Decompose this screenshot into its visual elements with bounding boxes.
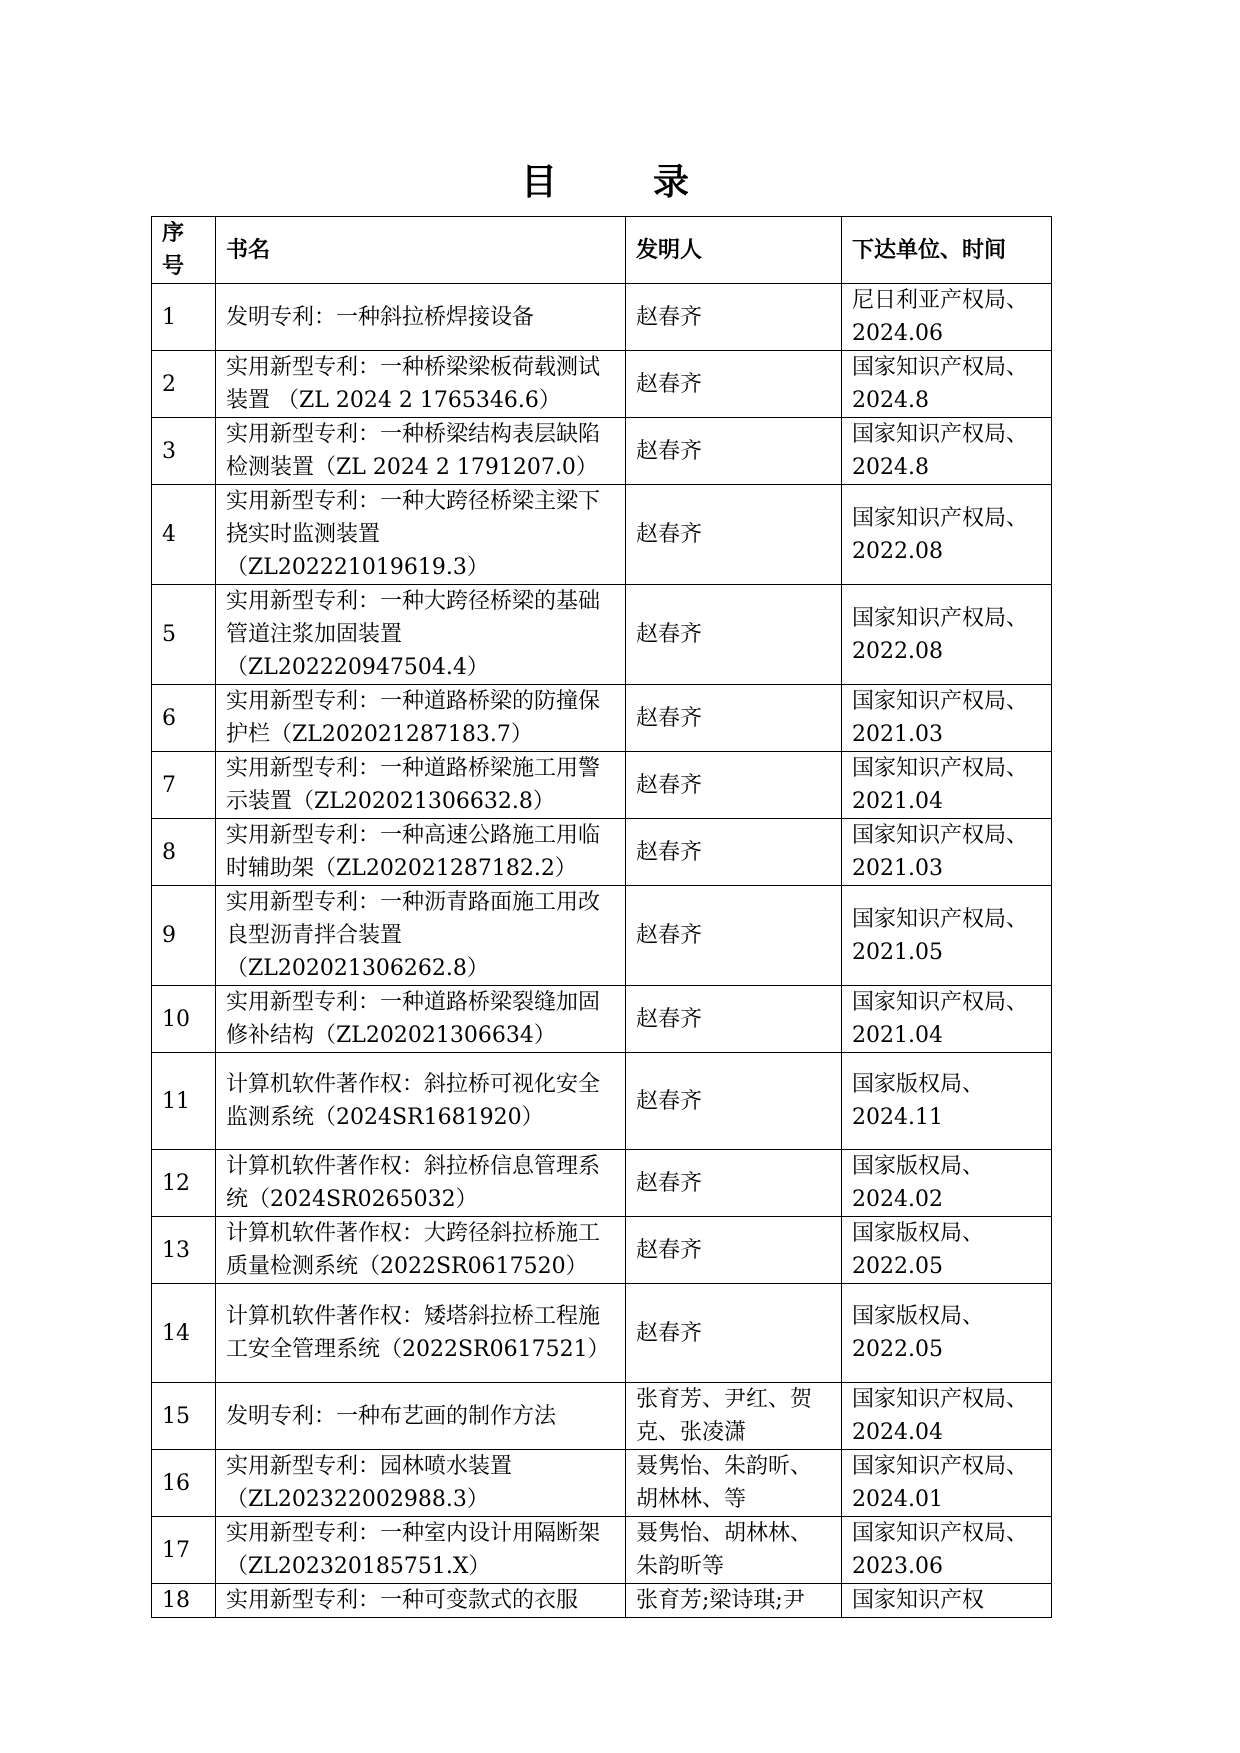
row-inventor: 赵春齐 bbox=[626, 351, 842, 418]
row-issuer: 国家知识产权 bbox=[842, 1584, 1052, 1618]
row-inventor: 赵春齐 bbox=[626, 485, 842, 585]
row-name: 实用新型专利：一种可变款式的衣服 bbox=[216, 1584, 626, 1618]
row-name: 发明专利：一种斜拉桥焊接设备 bbox=[216, 284, 626, 351]
row-inventor: 赵春齐 bbox=[626, 1284, 842, 1383]
row-inventor: 赵春齐 bbox=[626, 418, 842, 485]
row-seq: 18 bbox=[152, 1584, 216, 1618]
row-issuer: 国家知识产权局、2024.01 bbox=[842, 1450, 1052, 1517]
row-inventor: 赵春齐 bbox=[626, 685, 842, 752]
row-seq: 14 bbox=[152, 1284, 216, 1383]
table-row bbox=[152, 1284, 1052, 1383]
header-seq: 序号 bbox=[152, 217, 216, 284]
page-title: 目 录 bbox=[520, 161, 719, 203]
header-inventor: 发明人 bbox=[626, 217, 842, 284]
row-seq: 1 bbox=[152, 284, 216, 351]
row-name: 实用新型专利：园林喷水装置（ZL202322002988.3） bbox=[216, 1450, 626, 1517]
row-seq: 6 bbox=[152, 685, 216, 752]
row-inventor: 赵春齐 bbox=[626, 886, 842, 986]
table-header-row bbox=[152, 217, 1052, 284]
row-inventor: 聂隽怡、胡林林、朱韵昕等 bbox=[626, 1517, 842, 1584]
row-name: 实用新型专利：一种大跨径桥梁主梁下挠实时监测装置（ZL202221019619.3） bbox=[216, 485, 626, 585]
row-seq: 17 bbox=[152, 1517, 216, 1584]
row-name: 发明专利：一种布艺画的制作方法 bbox=[216, 1383, 626, 1450]
row-name: 实用新型专利：一种高速公路施工用临时辅助架（ZL202021287182.2） bbox=[216, 819, 626, 886]
row-issuer: 国家知识产权局、2024.8 bbox=[842, 351, 1052, 418]
table-row bbox=[152, 585, 1052, 685]
row-name: 实用新型专利：一种道路桥梁裂缝加固修补结构（ZL202021306634） bbox=[216, 986, 626, 1053]
row-name: 实用新型专利：一种室内设计用隔断架（ZL202320185751.X） bbox=[216, 1517, 626, 1584]
table-row bbox=[152, 1150, 1052, 1217]
row-issuer: 国家知识产权局、2021.05 bbox=[842, 886, 1052, 986]
header-issuer: 下达单位、时间 bbox=[842, 217, 1052, 284]
table-row bbox=[152, 351, 1052, 418]
row-name: 计算机软件著作权：矮塔斜拉桥工程施工安全管理系统（2022SR0617521） bbox=[216, 1284, 626, 1383]
row-seq: 16 bbox=[152, 1450, 216, 1517]
row-issuer: 国家知识产权局、2024.8 bbox=[842, 418, 1052, 485]
row-inventor: 赵春齐 bbox=[626, 585, 842, 685]
row-inventor: 赵春齐 bbox=[626, 1150, 842, 1217]
row-issuer: 国家版权局、2024.11 bbox=[842, 1053, 1052, 1150]
row-seq: 11 bbox=[152, 1053, 216, 1150]
row-inventor: 赵春齐 bbox=[626, 284, 842, 351]
row-seq: 3 bbox=[152, 418, 216, 485]
table-row bbox=[152, 485, 1052, 585]
row-seq: 4 bbox=[152, 485, 216, 585]
row-name: 实用新型专利：一种桥梁梁板荷载测试装置 （ZL 2024 2 1765346.6） bbox=[216, 351, 626, 418]
table-row bbox=[152, 685, 1052, 752]
table-row bbox=[152, 1217, 1052, 1284]
row-issuer: 尼日利亚产权局、2024.06 bbox=[842, 284, 1052, 351]
row-seq: 12 bbox=[152, 1150, 216, 1217]
table-row bbox=[152, 1053, 1052, 1150]
row-inventor: 张育芳;梁诗琪;尹 bbox=[626, 1584, 842, 1618]
row-seq: 2 bbox=[152, 351, 216, 418]
row-issuer: 国家知识产权局、2021.04 bbox=[842, 986, 1052, 1053]
row-inventor: 张育芳、尹红、贺克、张凌潇 bbox=[626, 1383, 842, 1450]
table-row bbox=[152, 752, 1052, 819]
row-seq: 8 bbox=[152, 819, 216, 886]
row-issuer: 国家知识产权局、2023.06 bbox=[842, 1517, 1052, 1584]
row-name: 计算机软件著作权：斜拉桥信息管理系统（2024SR0265032） bbox=[216, 1150, 626, 1217]
row-issuer: 国家版权局、2022.05 bbox=[842, 1217, 1052, 1284]
row-inventor: 赵春齐 bbox=[626, 986, 842, 1053]
table-row bbox=[152, 418, 1052, 485]
row-inventor: 赵春齐 bbox=[626, 1217, 842, 1284]
row-issuer: 国家知识产权局、2022.08 bbox=[842, 485, 1052, 585]
table-row bbox=[152, 986, 1052, 1053]
row-seq: 7 bbox=[152, 752, 216, 819]
table-row bbox=[152, 284, 1052, 351]
row-issuer: 国家知识产权局、2021.03 bbox=[842, 819, 1052, 886]
table-row bbox=[152, 1450, 1052, 1517]
row-seq: 5 bbox=[152, 585, 216, 685]
row-issuer: 国家知识产权局、2022.08 bbox=[842, 585, 1052, 685]
row-name: 计算机软件著作权：大跨径斜拉桥施工质量检测系统（2022SR0617520） bbox=[216, 1217, 626, 1284]
table-row bbox=[152, 886, 1052, 986]
row-seq: 9 bbox=[152, 886, 216, 986]
row-inventor: 聂隽怡、朱韵昕、胡林林、等 bbox=[626, 1450, 842, 1517]
row-issuer: 国家知识产权局、2021.03 bbox=[842, 685, 1052, 752]
row-seq: 10 bbox=[152, 986, 216, 1053]
table-row bbox=[152, 819, 1052, 886]
row-issuer: 国家知识产权局、2024.04 bbox=[842, 1383, 1052, 1450]
table-row bbox=[152, 1584, 1052, 1618]
row-issuer: 国家版权局、2022.05 bbox=[842, 1284, 1052, 1383]
row-inventor: 赵春齐 bbox=[626, 752, 842, 819]
table-body bbox=[152, 284, 1052, 1618]
row-name: 实用新型专利：一种道路桥梁的防撞保护栏（ZL202021287183.7） bbox=[216, 685, 626, 752]
row-name: 实用新型专利：一种道路桥梁施工用警示装置（ZL202021306632.8） bbox=[216, 752, 626, 819]
row-name: 实用新型专利：一种沥青路面施工用改良型沥青拌合装置（ZL202021306262.8） bbox=[216, 886, 626, 986]
row-name: 实用新型专利：一种桥梁结构表层缺陷检测装置（ZL 2024 2 1791207.0） bbox=[216, 418, 626, 485]
table-row bbox=[152, 1517, 1052, 1584]
table-row bbox=[152, 1383, 1052, 1450]
row-issuer: 国家版权局、2024.02 bbox=[842, 1150, 1052, 1217]
row-inventor: 赵春齐 bbox=[626, 1053, 842, 1150]
row-seq: 13 bbox=[152, 1217, 216, 1284]
row-issuer: 国家知识产权局、2021.04 bbox=[842, 752, 1052, 819]
row-inventor: 赵春齐 bbox=[626, 819, 842, 886]
row-seq: 15 bbox=[152, 1383, 216, 1450]
row-name: 实用新型专利：一种大跨径桥梁的基础管道注浆加固装置（ZL202220947504.4） bbox=[216, 585, 626, 685]
row-name: 计算机软件著作权：斜拉桥可视化安全监测系统（2024SR1681920） bbox=[216, 1053, 626, 1150]
catalog-table bbox=[151, 216, 1052, 1618]
header-name: 书名 bbox=[216, 217, 626, 284]
